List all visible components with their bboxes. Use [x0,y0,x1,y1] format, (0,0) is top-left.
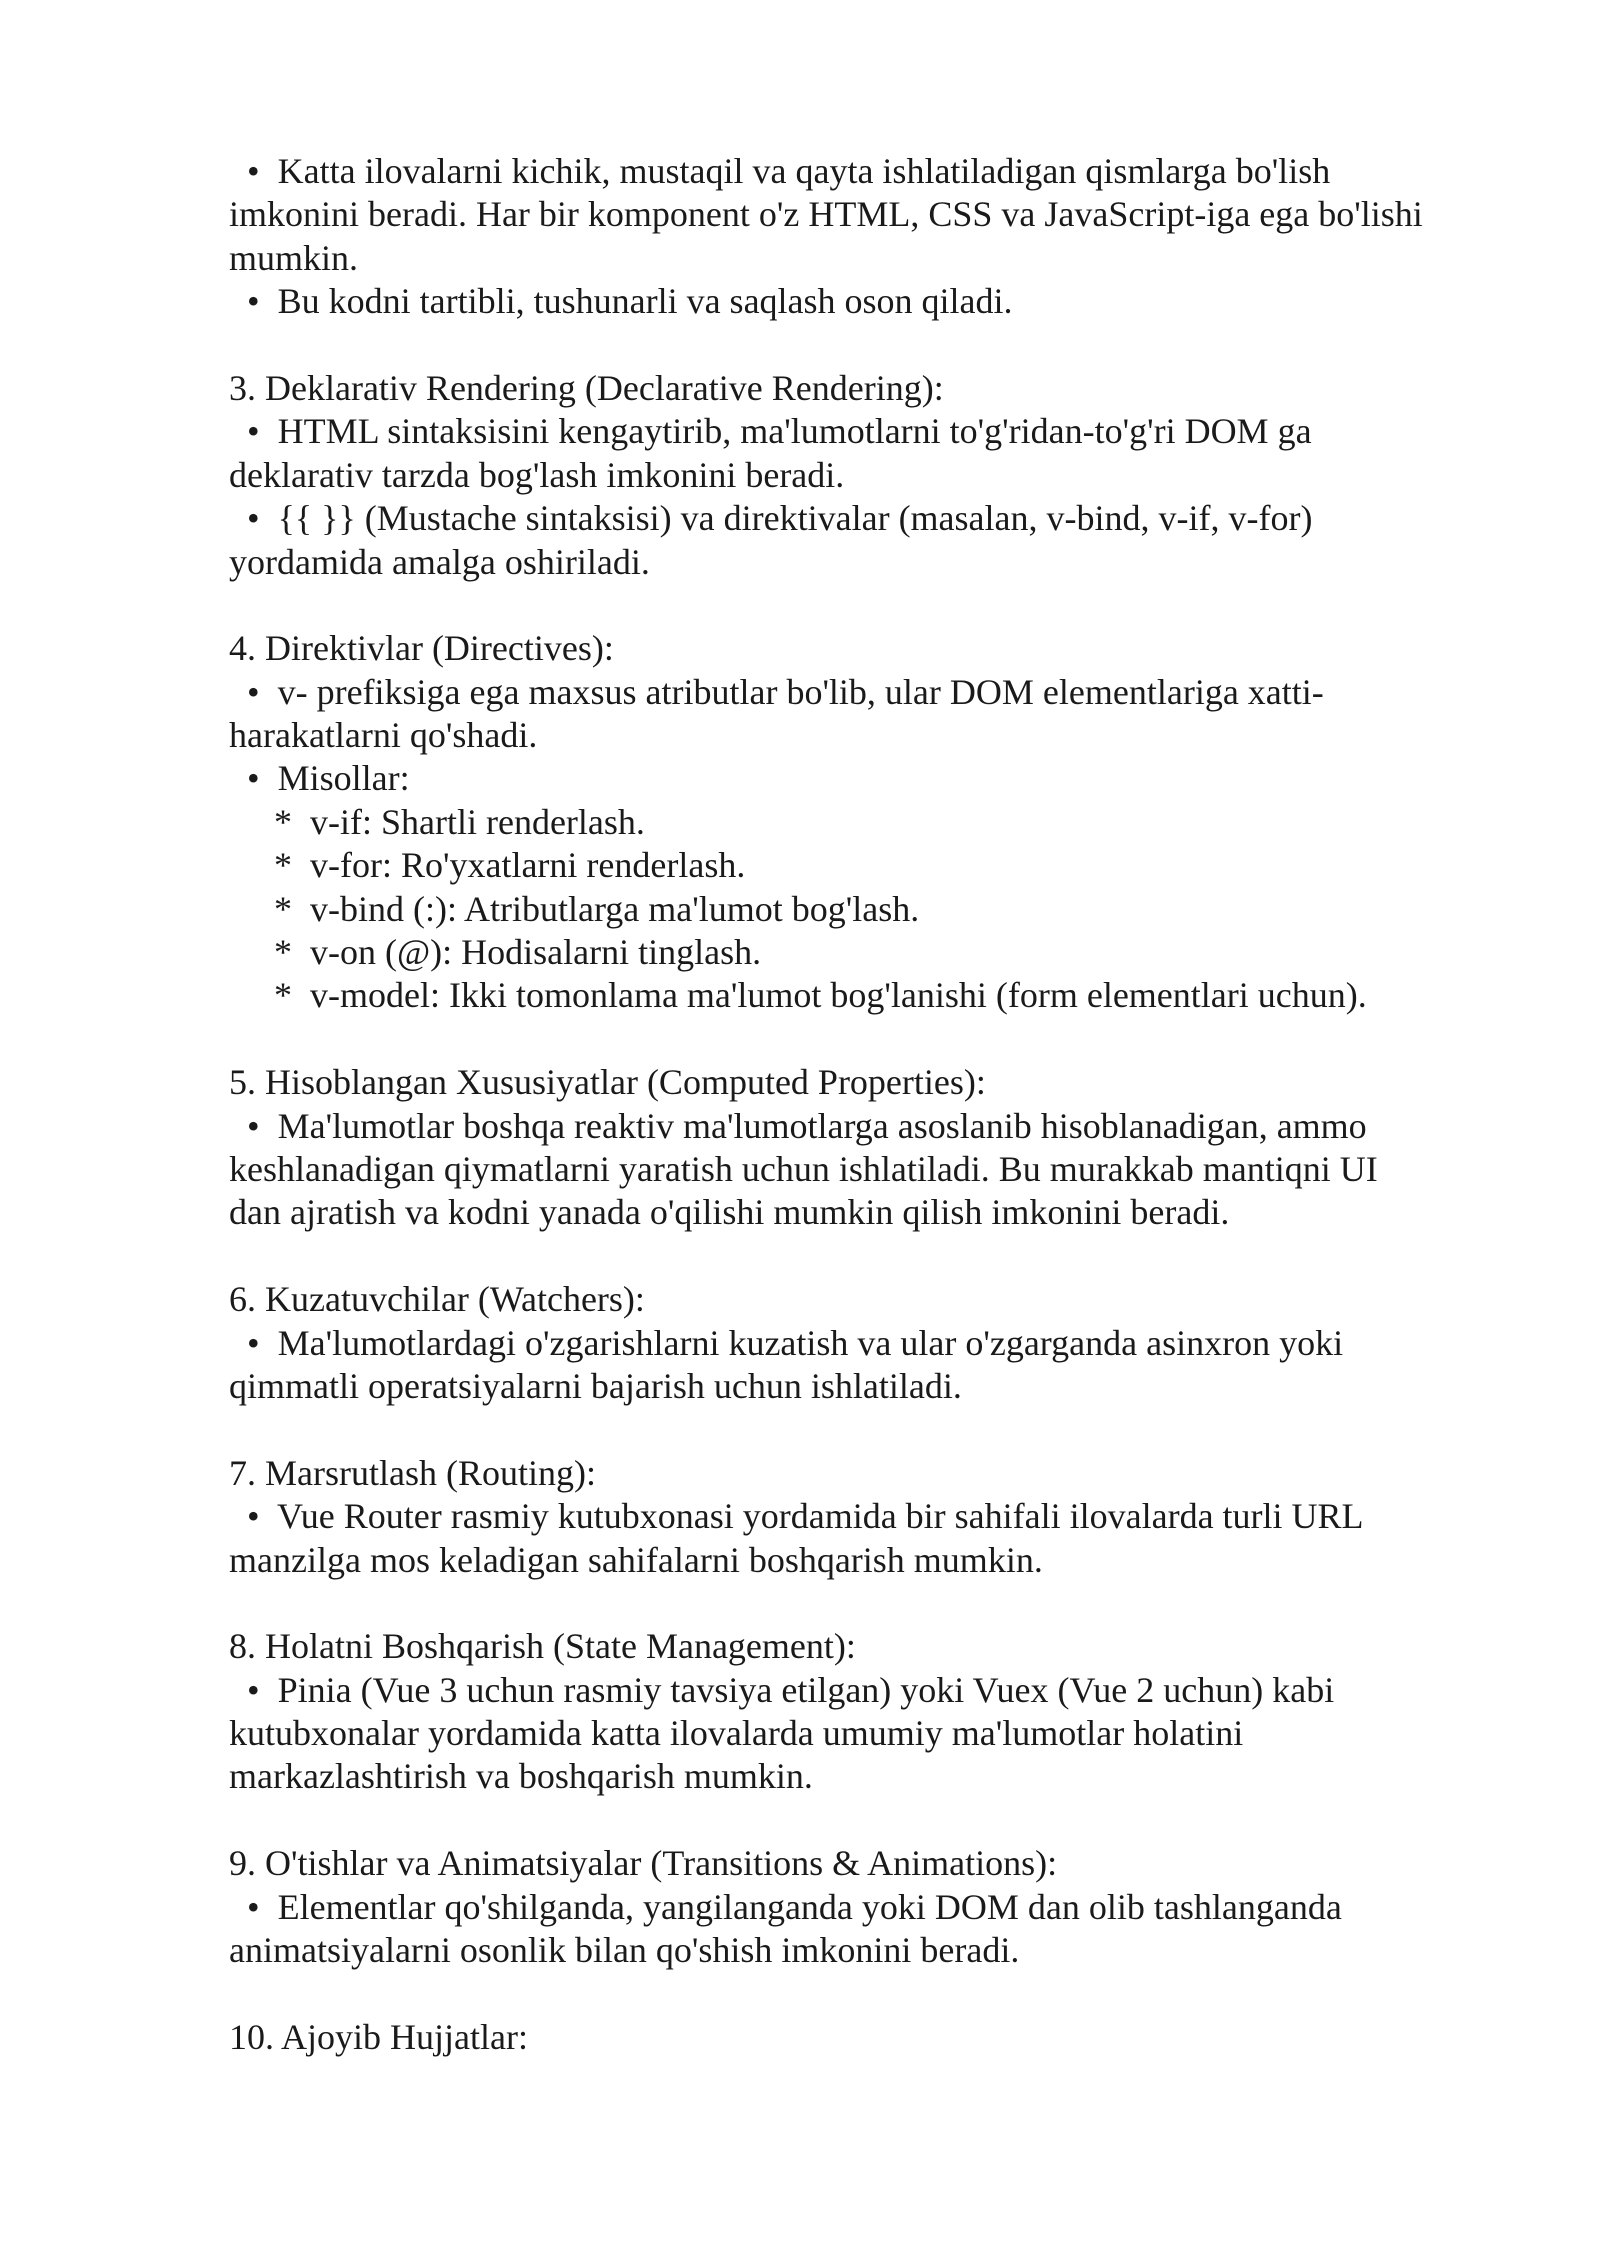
blank-line [229,1235,1489,1278]
section-heading: 4. Direktivlar (Directives): [229,628,614,669]
bullet-item: • Katta ilovalarni kichik, mustaqil va qayta ishlatiladigan qismlarga bo'lish [229,151,1331,191]
continuation-line: markazlashtirish va boshqarish mumkin. [229,1756,813,1797]
blank-line [229,1972,1489,2015]
continuation-line: dan ajratish va kodni yanada o'qilishi mumkin qilish imkonini beradi. [229,1192,1230,1233]
continuation-line: keshlanadigan qiymatlarni yaratish uchun ishlatiladi. Bu murakkab mantiqni UI [229,1148,1378,1189]
continuation-line: harakatlarni qo'shadi. [229,715,538,756]
section-heading: 8. Holatni Boshqarish (State Management): [229,1626,856,1667]
sub-bullet-item: * v-bind (:): Atributlarga ma'lumot bog'lash. [229,888,920,929]
blank-line [229,324,1489,367]
section-heading: 9. O'tishlar va Animatsiyalar (Transitions & Animations): [229,1843,1058,1884]
section-heading: 5. Hisoblangan Xususiyatlar (Computed Properties): [229,1062,986,1103]
blank-line [229,1408,1489,1451]
sub-bullet-item: * v-for: Ro'yxatlarni renderlash. [229,845,746,886]
bullet-item: • HTML sintaksisini kengaytirib, ma'lumotlarni to'g'ridan-to'g'ri DOM ga [229,411,1312,452]
bullet-item: • v- prefiksiga ega maxsus atributlar bo'lib, ular DOM elementlariga xatti- [229,671,1324,712]
continuation-line: kutubxonalar yordamida katta ilovalarda umumiy ma'lumotlar holatini [229,1713,1244,1754]
blank-line [229,584,1489,627]
blank-line [229,1018,1489,1061]
bullet-item: • Pinia (Vue 3 uchun rasmiy tavsiya etilgan) yoki Vuex (Vue 2 uchun) kabi [229,1669,1335,1710]
sub-bullet-item: * v-on (@): Hodisalarni tinglash. [229,932,762,973]
section-heading: 7. Marsrutlash (Routing): [229,1452,596,1493]
blank-line [229,1582,1489,1625]
continuation-line: mumkin. [229,237,359,278]
continuation-line: qimmatli operatsiyalarni bajarish uchun ishlatiladi. [229,1365,962,1406]
bullet-item: • Ma'lumotlardagi o'zgarishlarni kuzatish va ular o'zgarganda asinxron yoki [229,1322,1344,1363]
continuation-line: imkonini beradi. Har bir komponent o'z HTML, CSS va JavaScript-iga ega bo'lishi [229,194,1423,235]
continuation-line: yordamida amalga oshiriladi. [229,541,650,582]
section-heading: 6. Kuzatuvchilar (Watchers): [229,1279,645,1320]
bullet-item: • Ma'lumotlar boshqa reaktiv ma'lumotlarga asoslanib hisoblanadigan, ammo [229,1105,1367,1146]
blank-line [229,1799,1489,1842]
sub-bullet-item: * v-model: Ikki tomonlama ma'lumot bog'lanishi (form elementlari uchun). [229,975,1367,1016]
sub-bullet-item: * v-if: Shartli renderlash. [229,801,645,842]
continuation-line: manzilga mos keladigan sahifalarni boshqarish mumkin. [229,1539,1043,1580]
bullet-item: • Bu kodni tartibli, tushunarli va saqlash oson qiladi. [229,281,1013,322]
bullet-item: • Misollar: [229,758,410,799]
continuation-line: animatsiyalarni osonlik bilan qo'shish imkonini beradi. [229,1930,1020,1971]
continuation-line: deklarativ tarzda bog'lash imkonini beradi. [229,454,845,495]
section-heading: 3. Deklarativ Rendering (Declarative Rendering): [229,367,944,408]
bullet-item: • {{ }} (Mustache sintaksisi) va direktivalar (masalan, v-bind, v-if, v-for) [229,498,1313,539]
bullet-item: • Vue Router rasmiy kutubxonasi yordamida bir sahifali ilovalarda turli URL [229,1496,1364,1537]
section-heading: 10. Ajoyib Hujjatlar: [229,2016,528,2057]
document-body [229,150,1489,2059]
bullet-item: • Elementlar qo'shilganda, yangilanganda yoki DOM dan olib tashlanganda [229,1886,1342,1927]
